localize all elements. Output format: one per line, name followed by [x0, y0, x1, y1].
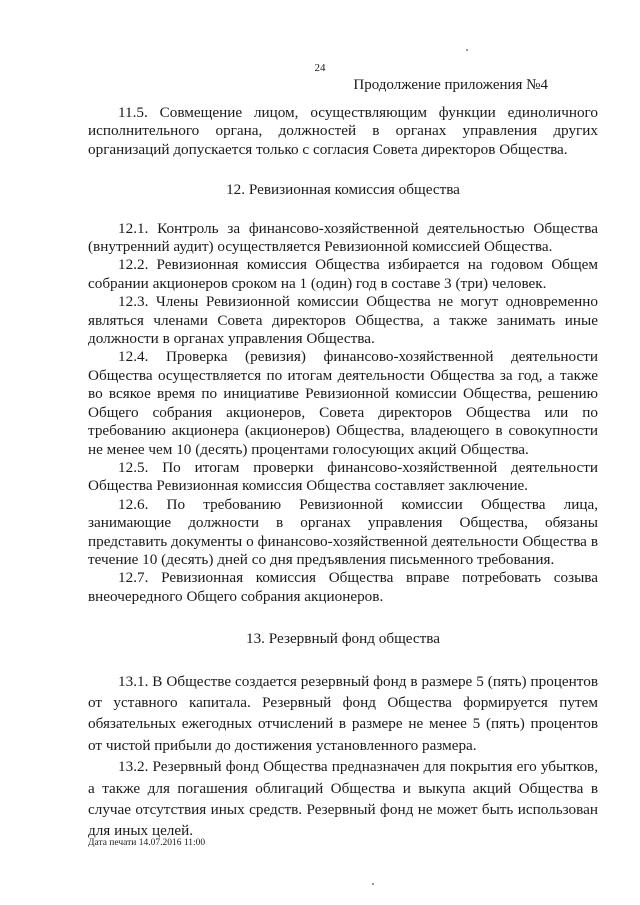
paragraph-12-7: 12.7. Ревизионная комиссия Общества вправе потребовать созыва внеочередного Общего собрания акционеров. [88, 569, 598, 605]
scan-speck [466, 49, 468, 51]
section-12-title: 12. Ревизионная комиссия общества [226, 181, 460, 199]
section-13 [88, 630, 598, 842]
section-13-title: 13. Резервный фонд общества [245, 630, 441, 648]
paragraph-11-5: 11.5. Совмещение лицом, осуществляющим функции единоличного исполнительного органа, должностей в органах управления других организаций допускается только с согласия Совета директоров Общества. [88, 104, 598, 158]
section-12 [88, 181, 598, 606]
paragraph-12-6: 12.6. По требованию Ревизионной комиссии Общества лица, занимающие должности в органах управления Общества, обязаны представить документы о финансово-хозяйственной деятельности Общества в течение 10 (десять) дней со дня предъявления письменного требования. [88, 495, 598, 568]
appendix-note: Продолжение приложения №4 [353, 77, 548, 93]
paragraph-13-2: 13.2. Резервный фонд Общества предназначен для покрытия его убытков, а также для погашения облигаций Общества и выкупа акций Общества в случае отсутствия иных средств. Резервный фонд не может быть использован для иных целей. [88, 758, 598, 840]
paragraph-12-1: 12.1. Контроль за финансово-хозяйственной деятельностью Общества (внутренний аудит) осуществляется Ревизионной комиссией Общества. [88, 219, 598, 256]
document-body [88, 104, 598, 842]
paragraph-12-5: 12.5. По итогам проверки финансово-хозяйственной деятельности Общества Ревизионная комиссия Общества составляет заключение. [88, 458, 598, 495]
paragraph-12-2: 12.2. Ревизионная комиссия Общества избирается на годовом Общем собрании акционеров сроком на 1 (один) год в составе 3 (три) человек. [88, 256, 598, 292]
paragraph-12-3: 12.3. Члены Ревизионной комиссии Общества не могут одновременно являться членами Совета директоров Общества, а также занимать иные должности в органах управления Общества. [88, 293, 598, 348]
page-number: 24 [314, 62, 326, 74]
paragraph-12-4: 12.4. Проверка (ревизия) финансово-хозяйственной деятельности Общества осуществляется по итогам деятельности Общества за год, а также во всякое время по инициативе Ревизионной комиссии Общества, решению Общего собрания акционеров, Совета директоров Общества или по требованию акционера (акционеров) Общества, владеющего в совокупности не менее чем 10 (десять) процентами голосующих акций Общества. [88, 348, 598, 458]
paragraph-13-1: 13.1. В Обществе создается резервный фонд в размере 5 (пять) процентов от уставного капитала. Резервный фонд Общества формируется путем обязательных ежегодных отчислений в размере не менее 5 (пять) процентов от чистой прибыли до достижения установленного размера. [88, 672, 598, 754]
print-date: Дата печати 14.07.2016 11:00 [88, 838, 206, 848]
scan-speck [372, 883, 374, 885]
